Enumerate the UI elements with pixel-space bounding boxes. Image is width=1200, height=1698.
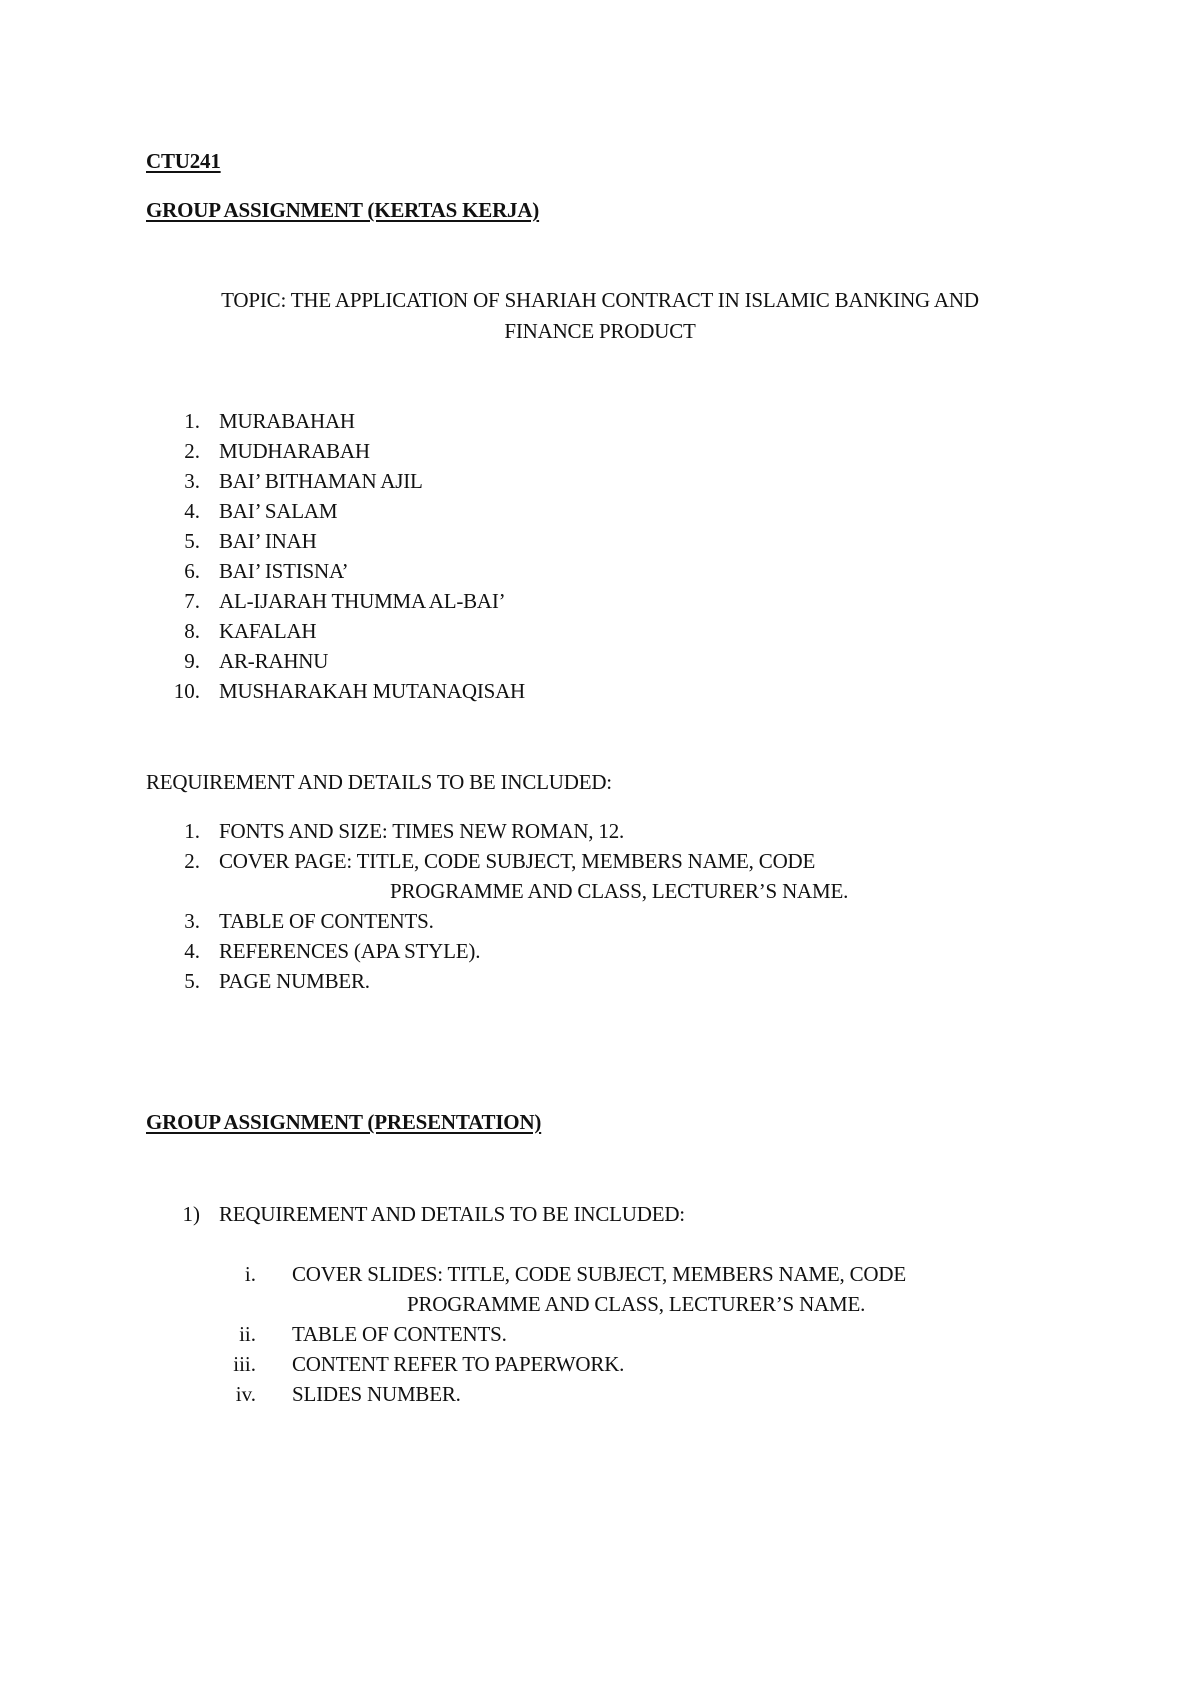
kertas-kerja-heading: GROUP ASSIGNMENT (KERTAS KERJA) [146, 198, 540, 222]
topic-line-2: FINANCE PRODUCT [504, 319, 696, 343]
list-item-continuation: PROGRAMME AND CLASS, LECTURER’S NAME. [407, 1292, 866, 1316]
list-item-text: MURABAHAH [219, 409, 355, 433]
list-item-number: ii. [239, 1322, 256, 1346]
list-item-number: 3. [184, 469, 200, 493]
list-item-number: 7. [184, 589, 200, 613]
list-item-text: BAI’ INAH [219, 529, 317, 553]
list-item-text: COVER SLIDES: TITLE, CODE SUBJECT, MEMBERS NAME, CODE [292, 1262, 906, 1286]
list-item-text: PAGE NUMBER. [219, 969, 370, 993]
list-item-text: TABLE OF CONTENTS. [219, 909, 434, 933]
course-code: CTU241 [146, 149, 221, 173]
list-item-text: TABLE OF CONTENTS. [292, 1322, 507, 1346]
list-item-number: 8. [184, 619, 200, 643]
list-item-text: FONTS AND SIZE: TIMES NEW ROMAN, 12. [219, 819, 625, 843]
list-item-number: 5. [184, 529, 200, 553]
list-item-number: iv. [235, 1382, 256, 1406]
list-item-text: AL-IJARAH THUMMA AL-BAI’ [219, 589, 506, 613]
requirements-heading: REQUIREMENT AND DETAILS TO BE INCLUDED: [146, 770, 612, 794]
list-item-text: BAI’ BITHAMAN AJIL [219, 469, 423, 493]
list-item-number: 1. [184, 409, 200, 433]
list-item-text: KAFALAH [219, 619, 317, 643]
list-item-number: 2. [184, 439, 200, 463]
list-item-number: 1) [182, 1202, 200, 1226]
list-item-number: 10. [173, 679, 200, 703]
list-item-number: i. [244, 1262, 256, 1286]
list-item-continuation: PROGRAMME AND CLASS, LECTURER’S NAME. [390, 879, 849, 903]
list-item-number: 9. [184, 649, 200, 673]
list-item-text: REFERENCES (APA STYLE). [219, 939, 481, 963]
list-item-number: 3. [184, 909, 200, 933]
topic-line-1: TOPIC: THE APPLICATION OF SHARIAH CONTRACT IN ISLAMIC BANKING AND [221, 288, 979, 312]
list-item-text: SLIDES NUMBER. [292, 1382, 461, 1406]
list-item-number: 5. [184, 969, 200, 993]
list-item-text: MUDHARABAH [219, 439, 370, 463]
list-item-text: MUSHARAKAH MUTANAQISAH [219, 679, 526, 703]
list-item-number: 6. [184, 559, 200, 583]
list-item-text: CONTENT REFER TO PAPERWORK. [292, 1352, 625, 1376]
list-item-text: BAI’ SALAM [219, 499, 338, 523]
presentation-heading: GROUP ASSIGNMENT (PRESENTATION) [146, 1110, 542, 1134]
list-item-number: 4. [184, 499, 200, 523]
list-item-text: AR-RAHNU [219, 649, 329, 673]
list-item-text: BAI’ ISTISNA’ [219, 559, 349, 583]
list-item-number: iii. [233, 1352, 256, 1376]
list-item-text: COVER PAGE: TITLE, CODE SUBJECT, MEMBERS NAME, CODE [219, 849, 816, 873]
list-item-text: REQUIREMENT AND DETAILS TO BE INCLUDED: [219, 1202, 685, 1226]
list-item-number: 1. [184, 819, 200, 843]
list-item-number: 2. [184, 849, 200, 873]
list-item-number: 4. [184, 939, 200, 963]
